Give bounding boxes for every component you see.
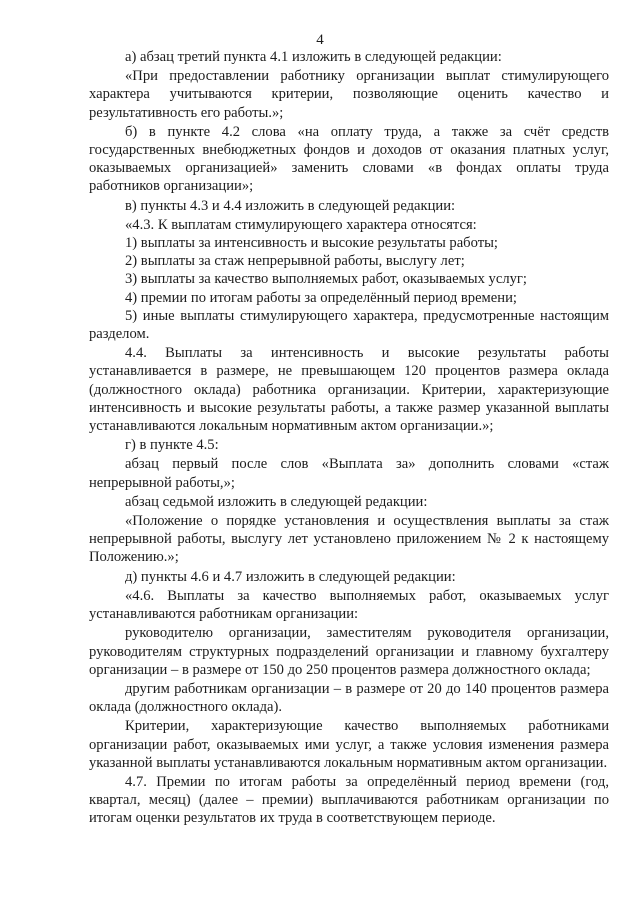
paragraph-amendment-b: б) в пункте 4.2 слова «на оплату труда, а также за счёт средств государственных внебюджетных фондов и доходов от оказания платных услуг, оказываемых организацией» заменить словами «в фондах оплаты труда работников организации»; [89, 123, 609, 195]
paragraph-abzac-first: абзац первый после слов «Выплата за» дополнить словами «стаж непрерывной работы,»; [89, 456, 609, 491]
paragraph-quote-polozhenie: «Положение о порядке установления и осуществления выплаты за стаж непрерывной работы, выслугу лет установлено приложением № 2 к настоящему Положению.»; [89, 513, 609, 566]
list-item-4: 4) премии по итогам работы за определённый период времени; [125, 289, 517, 306]
paragraph-abzac-seventh: абзац седьмой изложить в следующей редакции: [125, 493, 428, 510]
paragraph-amendment-v: в) пункты 4.3 и 4.4 изложить в следующей редакции: [125, 197, 456, 214]
paragraph-quote-4-1: «При предоставлении работнику организации выплат стимулирующего характера учитываются критерии, позволяющие оценить качество и результативность его работы.»; [89, 68, 609, 121]
paragraph-4-6-criteria: Критерии, характеризующие качество выполняемых работниками организации работ, оказываемых ими услуг, а также условия изменения размера указанной выплаты устанавливаются локальным нормативным актом организации. [89, 718, 609, 771]
list-item-3: 3) выплаты за качество выполняемых работ, оказываемых услуг; [125, 271, 527, 288]
paragraph-amendment-a: а) абзац третий пункта 4.1 изложить в следующей редакции: [125, 49, 502, 65]
paragraph-4-3: «4.3. К выплатам стимулирующего характера относятся: [125, 216, 477, 233]
paragraph-4-6-heads: руководителю организации, заместителям руководителя организации, руководителям структурных подразделений организации и главному бухгалтеру организации – в размере от 150 до 250 процентов размера должностного оклада; [89, 625, 609, 678]
document-body [89, 48, 609, 829]
list-item-5: 5) иные выплаты стимулирующего характера, предусмотренные настоящим разделом. [89, 307, 609, 343]
paragraph-amendment-g: г) в пункте 4.5: [125, 437, 219, 454]
page-number: 4 [316, 32, 324, 48]
paragraph-amendment-d: д) пункты 4.6 и 4.7 изложить в следующей редакции: [125, 568, 456, 585]
list-item-2: 2) выплаты за стаж непрерывной работы, выслугу лет; [125, 253, 465, 270]
paragraph-4-6-others: другим работникам организации – в размере от 20 до 140 процентов размера оклада (должностного оклада). [89, 680, 609, 716]
paragraph-4-4: 4.4. Выплаты за интенсивность и высокие результаты работы устанавливается в размере, не превышающем 120 процентов размера оклада (должностного оклада) работника организации. Критерии, характеризующие интенсивность и высокие результаты работы, а также размер указанной выплаты устанавливаются локальным нормативным актом организации.»; [89, 345, 609, 435]
paragraph-4-7: 4.7. Премии по итогам работы за определённый период времени (год, квартал, месяц) (далее – премии) выплачиваются работникам организации по итогам оценки результатов их труда в соответствующем периоде. [89, 773, 609, 827]
paragraph-4-6: «4.6. Выплаты за качество выполняемых работ, оказываемых услуг устанавливаются работникам организации: [89, 587, 609, 623]
list-item-1: 1) выплаты за интенсивность и высокие результаты работы; [125, 235, 498, 252]
